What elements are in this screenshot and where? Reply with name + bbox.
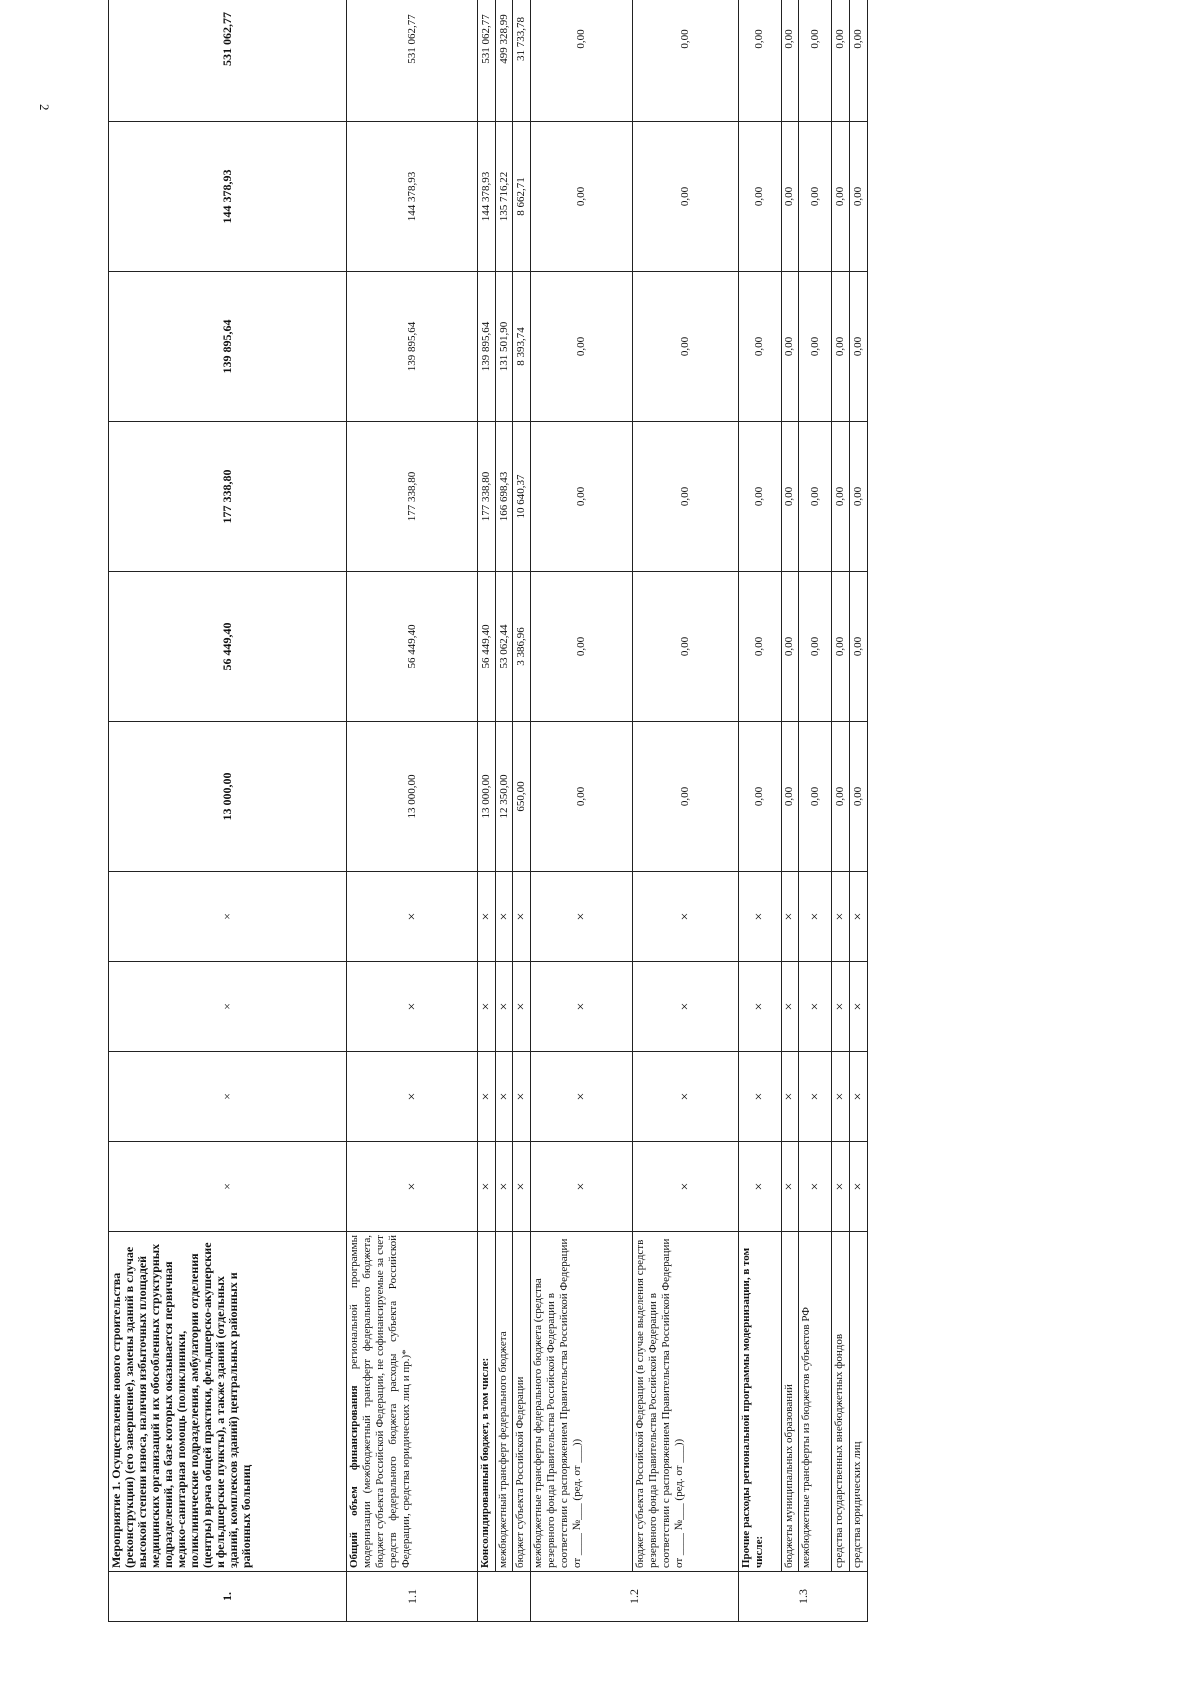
cell: × — [495, 1142, 513, 1232]
cell: × — [633, 962, 739, 1052]
cell: × — [850, 872, 868, 962]
row-label-bold: Общий объем финансирования — [348, 1385, 361, 1568]
cell: 0,00 — [739, 0, 781, 122]
cell: 531 062,77 — [347, 0, 478, 122]
cell: 0,00 — [739, 272, 781, 422]
row-label: бюджет субъекта Российской Федерации (в случае выделения средств резервного фонда Правительства Российской Федерации в соответствии с распоряжением Правительства Российской Федерации от ____ №___ (ред. от ___)) — [633, 1232, 739, 1572]
table-row — [531, 0, 633, 1622]
cell: × — [477, 962, 495, 1052]
row-index: 1. — [109, 1572, 347, 1622]
cell: 31 733,78 — [513, 0, 531, 122]
table-row — [832, 0, 850, 1622]
cell: 0,00 — [832, 422, 850, 572]
cell: × — [739, 1142, 781, 1232]
cell: × — [513, 1142, 531, 1232]
cell: 0,00 — [832, 572, 850, 722]
cell: × — [633, 1052, 739, 1142]
cell: 135 716,22 — [495, 122, 513, 272]
cell: × — [832, 872, 850, 962]
cell: 0,00 — [739, 572, 781, 722]
cell: 0,00 — [531, 572, 633, 722]
cell: 13 000,00 — [109, 722, 347, 872]
cell: 12 350,00 — [495, 722, 513, 872]
table-row — [781, 0, 799, 1622]
cell: × — [850, 1142, 868, 1232]
cell: × — [832, 1052, 850, 1142]
page-number: 2 — [37, 104, 52, 111]
cell: 0,00 — [799, 572, 832, 722]
cell: 0,00 — [739, 422, 781, 572]
cell: 0,00 — [781, 572, 799, 722]
cell: × — [531, 1142, 633, 1232]
cell: 0,00 — [799, 0, 832, 122]
cell: × — [850, 962, 868, 1052]
cell: 13 000,00 — [347, 722, 478, 872]
cell: 0,00 — [781, 722, 799, 872]
cell: 139 895,64 — [477, 272, 495, 422]
cell: × — [799, 962, 832, 1052]
row-index — [477, 1572, 530, 1622]
cell: 0,00 — [739, 722, 781, 872]
cell: 0,00 — [832, 0, 850, 122]
cell: 0,00 — [633, 272, 739, 422]
cell: 8 662,71 — [513, 122, 531, 272]
cell: 0,00 — [633, 0, 739, 122]
budget-table-rotated — [108, 12, 868, 1622]
cell: 0,00 — [850, 272, 868, 422]
cell: × — [477, 872, 495, 962]
cell: 0,00 — [781, 422, 799, 572]
cell: 177 338,80 — [477, 422, 495, 572]
cell: × — [799, 1052, 832, 1142]
row-label: средства юридических лиц — [850, 1232, 868, 1572]
row-label: межбюджетные трансферты федерального бюджета (средства резервного фонда Правительства Российской Федерации в соответствии с распоряжением Правительства Российской Федерации от ____ №___ (ред. от ___)) — [531, 1232, 633, 1572]
cell: 0,00 — [531, 122, 633, 272]
cell: 13 000,00 — [477, 722, 495, 872]
cell: × — [109, 872, 347, 962]
cell: 0,00 — [799, 122, 832, 272]
table-row — [513, 0, 531, 1622]
cell: × — [531, 962, 633, 1052]
cell: 0,00 — [832, 272, 850, 422]
cell: 0,00 — [531, 272, 633, 422]
cell: × — [347, 872, 478, 962]
cell: 139 895,64 — [347, 272, 478, 422]
cell: × — [832, 1142, 850, 1232]
cell: × — [531, 1052, 633, 1142]
cell: 0,00 — [832, 122, 850, 272]
cell: 0,00 — [850, 572, 868, 722]
cell: 0,00 — [799, 722, 832, 872]
cell: 531 062,77 — [477, 0, 495, 122]
cell: 56 449,40 — [477, 572, 495, 722]
cell: × — [347, 1052, 478, 1142]
cell: × — [347, 1142, 478, 1232]
cell: 177 338,80 — [109, 422, 347, 572]
row-label: средства государственных внебюджетных фондов — [832, 1232, 850, 1572]
cell: 0,00 — [633, 422, 739, 572]
cell: 144 378,93 — [109, 122, 347, 272]
cell: × — [513, 1052, 531, 1142]
cell: 499 328,99 — [495, 0, 513, 122]
row-label: бюджет субъекта Российской Федерации — [513, 1232, 531, 1572]
cell: × — [799, 1142, 832, 1232]
row-index: 1.2 — [531, 1572, 739, 1622]
cell: 8 393,74 — [513, 272, 531, 422]
cell: 0,00 — [781, 272, 799, 422]
cell: 56 449,40 — [347, 572, 478, 722]
table-row — [495, 0, 513, 1622]
cell: × — [477, 1052, 495, 1142]
cell: 531 062,77 — [109, 0, 347, 122]
cell: × — [531, 872, 633, 962]
cell: 131 501,90 — [495, 272, 513, 422]
cell: × — [109, 1142, 347, 1232]
cell: × — [633, 872, 739, 962]
cell: × — [781, 1142, 799, 1232]
cell: 0,00 — [832, 722, 850, 872]
row-index: 1.3 — [739, 1572, 868, 1622]
cell: 650,00 — [513, 722, 531, 872]
cell: 166 698,43 — [495, 422, 513, 572]
cell: 53 062,44 — [495, 572, 513, 722]
cell: × — [347, 962, 478, 1052]
row-label: Прочие расходы региональной программы модернизации, в том числе: — [739, 1232, 781, 1572]
cell: × — [109, 1052, 347, 1142]
cell: × — [781, 1052, 799, 1142]
cell: 177 338,80 — [347, 422, 478, 572]
cell: × — [781, 962, 799, 1052]
cell: 10 640,37 — [513, 422, 531, 572]
cell: × — [739, 962, 781, 1052]
cell: 0,00 — [850, 122, 868, 272]
cell: × — [477, 1142, 495, 1232]
cell: 0,00 — [531, 722, 633, 872]
row-label: Консолидированный бюджет, в том числе: — [477, 1232, 495, 1572]
cell: 0,00 — [531, 422, 633, 572]
table-row — [850, 0, 868, 1622]
cell: × — [832, 962, 850, 1052]
cell: 144 378,93 — [347, 122, 478, 272]
cell: 56 449,40 — [109, 572, 347, 722]
cell: × — [495, 962, 513, 1052]
cell: × — [513, 872, 531, 962]
cell: 3 386,96 — [513, 572, 531, 722]
cell: 0,00 — [781, 0, 799, 122]
cell: 0,00 — [850, 0, 868, 122]
table-row — [633, 0, 739, 1622]
cell: × — [739, 1052, 781, 1142]
cell: × — [781, 872, 799, 962]
cell: × — [513, 962, 531, 1052]
row-label: межбюджетные трансферты из бюджетов субъектов РФ — [799, 1232, 832, 1572]
row-label: межбюджетный трансферт федерального бюджета — [495, 1232, 513, 1572]
row-index: 1.1 — [347, 1572, 478, 1622]
cell: × — [633, 1142, 739, 1232]
cell: × — [495, 872, 513, 962]
row-label-text: региональной программы модернизации (межбюджетный трансферт федерального бюджета, бюджет субъекта Российской Федерации, не софинансируемые за счет средств федерального бюджета расходы субъекта Российской Федерации, средства юридических лиц и пр.)* — [348, 1235, 413, 1568]
row-label — [347, 1232, 478, 1572]
cell: 139 895,64 — [109, 272, 347, 422]
table-row — [739, 0, 781, 1622]
table-row — [109, 0, 347, 1622]
table-row — [477, 0, 495, 1622]
cell: × — [850, 1052, 868, 1142]
table-row — [347, 0, 478, 1622]
cell: 0,00 — [633, 572, 739, 722]
cell: 0,00 — [633, 722, 739, 872]
cell: 144 378,93 — [477, 122, 495, 272]
cell: × — [799, 872, 832, 962]
row-label: Мероприятие 1. Осуществление нового строительства (реконструкции) (его завершение), замены зданий в случае высокой степени износа, наличия избыточных площадей медицинских организаций и их обособленных структурных подразделений, на базе которых оказывается первичная медико-санитарная помощь (поликлиники, поликлинические подразделения, амбулатории отделения (центры) врача общей практики, фельдшерско-акушерские и фельдшерские пункты), а также зданий (отдельных зданий, комплексов зданий) центральных районных и районных больниц — [109, 1232, 347, 1572]
cell: 0,00 — [531, 0, 633, 122]
cell: 0,00 — [799, 422, 832, 572]
row-label: бюджеты муниципальных образований — [781, 1232, 799, 1572]
cell: × — [109, 962, 347, 1052]
budget-table — [108, 0, 868, 1622]
cell: 0,00 — [850, 422, 868, 572]
cell: 0,00 — [850, 722, 868, 872]
cell: × — [739, 872, 781, 962]
cell: × — [495, 1052, 513, 1142]
cell: 0,00 — [739, 122, 781, 272]
table-row — [799, 0, 832, 1622]
cell: 0,00 — [781, 122, 799, 272]
cell: 0,00 — [633, 122, 739, 272]
cell: 0,00 — [799, 272, 832, 422]
